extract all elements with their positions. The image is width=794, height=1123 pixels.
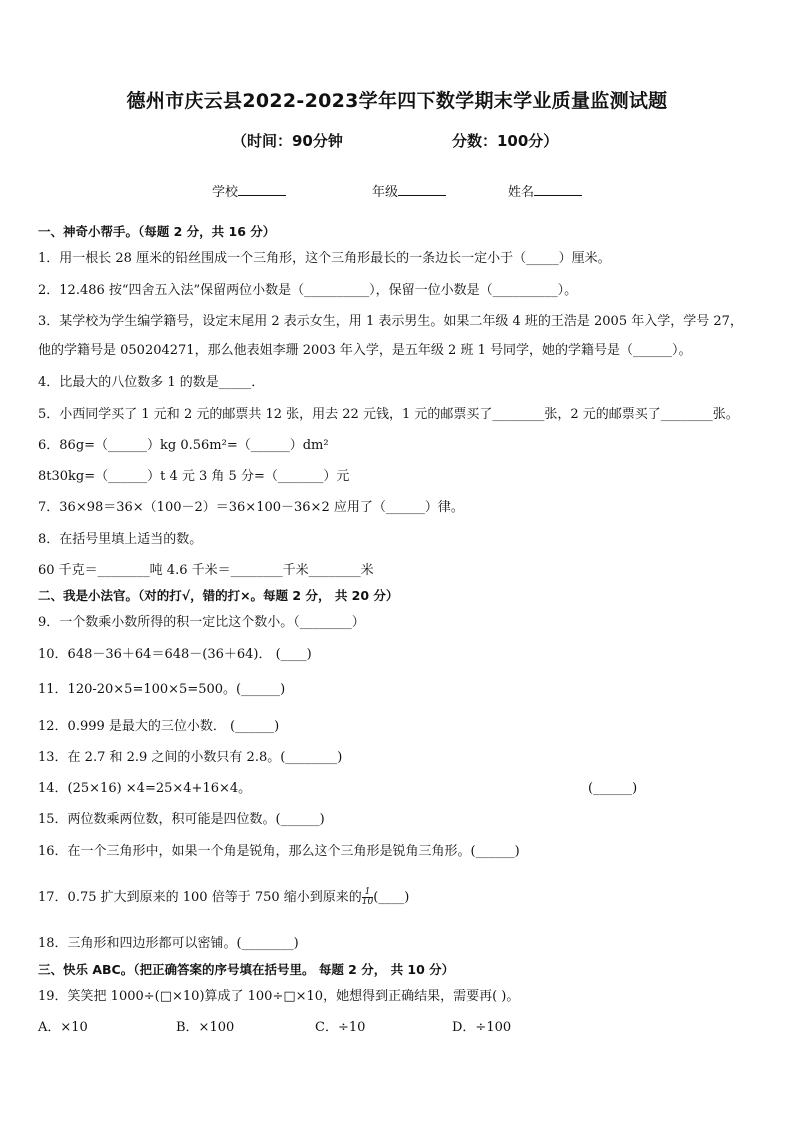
- exam-time: （时间：90分钟: [232, 132, 343, 150]
- question-2: 2．12.486 按“四舍五入法”保留两位小数是（__________），保留一位小数是（__________）。: [38, 283, 578, 298]
- section-3-heading: 三、快乐 ABC。（把正确答案的序号填在括号里。 每题 2 分， 共 10 分）: [38, 962, 455, 977]
- option-c[interactable]: C．÷10: [315, 1020, 366, 1035]
- question-19: 19．笑笑把 1000÷(□×10)算成了 100÷□×10，她想得到正确结果，需要再( )。: [38, 989, 520, 1004]
- fraction-denominator: 10: [361, 897, 374, 907]
- exam-title: 德州市庆云县2022-2023学年四下数学期末学业质量监测试题: [126, 90, 668, 112]
- question-3-line-2: 他的学籍号是 050204271，那么他表姐李珊 2003 年入学，是五年级 2 班 1 号同学，她的学籍号是（______）。: [38, 343, 692, 358]
- question-17: [38, 888, 409, 907]
- question-14-answer: (______): [588, 781, 638, 796]
- section-2-heading: 二、我是小法官。（对的打√，错的打×。每题 2 分， 共 20 分）: [38, 588, 399, 603]
- name-label: 姓名: [508, 185, 535, 200]
- question-15: 15．两位数乘两位数，积可能是四位数。(______): [38, 812, 325, 827]
- question-5: 5．小西同学买了 1 元和 2 元的邮票共 12 张，用去 22 元钱，1 元的邮票买了________张，2 元的邮票买了________张。: [38, 407, 739, 422]
- question-4: 4．比最大的八位数多 1 的数是_____．: [38, 375, 265, 390]
- question-3-line-1: 3．某学校为学生编学籍号，设定末尾用 2 表示女生，用 1 表示男生。如果二年级 4 班的王浩是 2005 年入学，学号 27，: [38, 314, 743, 329]
- grade-label: 年级: [372, 185, 399, 200]
- question-11: 11．120-20×5=100×5=500。(______): [38, 682, 286, 697]
- option-a[interactable]: A．×10: [38, 1020, 88, 1035]
- option-d[interactable]: D．÷100: [452, 1020, 512, 1035]
- question-12: 12．0.999 是最大的三位小数． (______): [38, 719, 280, 734]
- school-field[interactable]: [212, 181, 286, 200]
- question-6-row-1: 6．86g=（______）kg 0.56m²=（______）dm²: [38, 438, 329, 453]
- fraction-numerator: 1: [362, 888, 373, 898]
- fraction-one-tenth: [362, 888, 373, 907]
- question-8-blanks: 60 千克＝________吨 4.6 千米＝________千米________米: [38, 563, 374, 578]
- option-b[interactable]: B．×100: [176, 1020, 235, 1035]
- question-14: 14．(25×16) ×4=25×4+16×4。: [38, 781, 252, 796]
- question-1: 1．用一根长 28 厘米的铅丝围成一个三角形，这个三角形最长的一条边长一定小于（_____）厘米。: [38, 251, 611, 266]
- question-8: 8．在括号里填上适当的数。: [38, 532, 203, 547]
- question-17-answer: (____): [373, 890, 410, 905]
- name-field[interactable]: [508, 181, 582, 200]
- question-9: 9．一个数乘小数所得的积一定比这个数小。（________）: [38, 615, 365, 630]
- question-10: 10．648－36＋64＝648－(36＋64)． (____): [38, 647, 312, 662]
- question-18: 18．三角形和四边形都可以密铺。(________): [38, 936, 299, 951]
- question-7: 7．36×98＝36×（100－2）＝36×100－36×2 应用了（______）律。: [38, 500, 464, 515]
- section-1-heading: 一、神奇小帮手。（每题 2 分，共 16 分）: [38, 224, 276, 239]
- question-16: 16．在一个三角形中，如果一个角是锐角，那么这个三角形是锐角三角形。(______): [38, 844, 520, 859]
- question-13: 13．在 2.7 和 2.9 之间的小数只有 2.8。(________): [38, 750, 343, 765]
- question-6-row-2: 8t30kg=（______）t 4 元 3 角 5 分=（_______）元: [38, 469, 350, 484]
- exam-score: 分数：100分）: [452, 132, 559, 150]
- question-17-text: 17．0.75 扩大到原来的 100 倍等于 750 缩小到原来的: [38, 890, 362, 905]
- school-label: 学校: [212, 185, 239, 200]
- grade-field[interactable]: [372, 181, 446, 200]
